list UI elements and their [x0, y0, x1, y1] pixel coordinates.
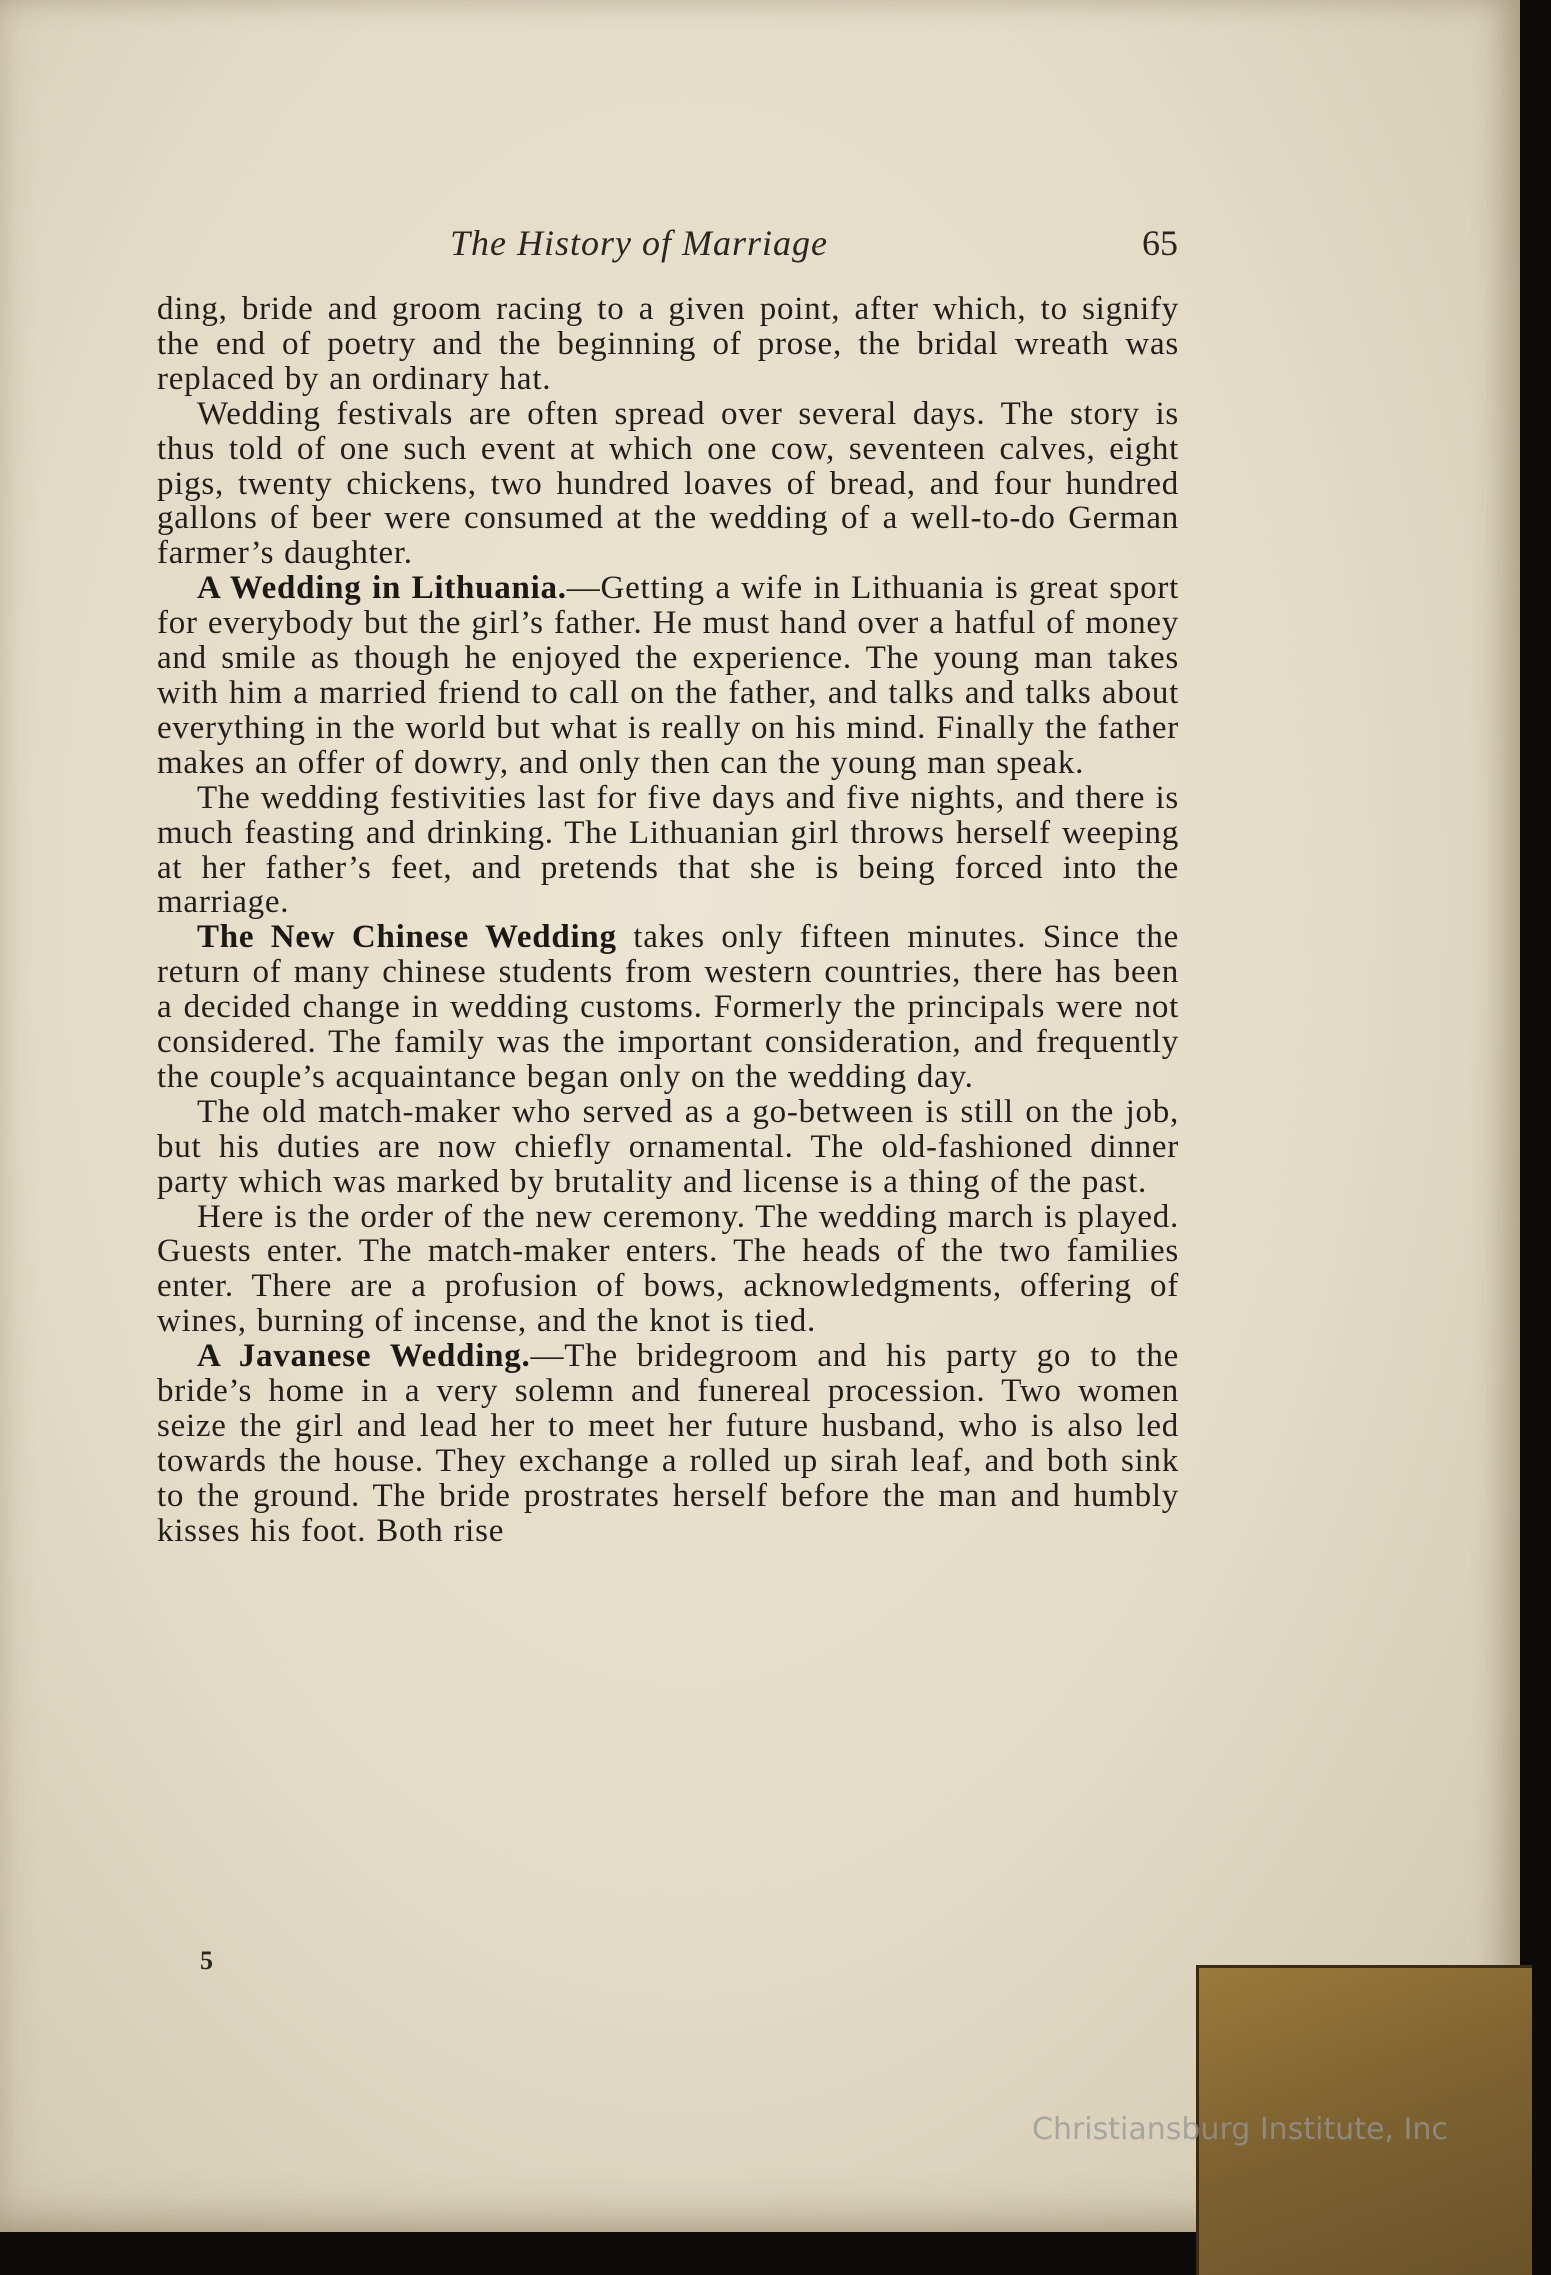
body-text — [157, 292, 1179, 1549]
signature-mark: 5 — [200, 1946, 213, 1975]
paragraph-text: The wedding festivities last for five days and five nights, and there is much feasting and drinking. The Lithuanian girl throws herself weeping at her father’s feet, and pretends that she is being forced into the marriage. — [157, 779, 1179, 921]
paragraph-text: Wedding festivals are often spread over several days. The story is thus told of one such event at which one cow, seventeen calves, eight pigs, twenty chickens, two hundred loaves of bread, and four hundred gallons of beer were consumed at the wedding of a well-to-do German farmer’s daughter. — [157, 395, 1179, 572]
paragraph-text: —The bridegroom and his party go to the bride’s home in a very solemn and funereal procession. Two women seize the girl and lead her to meet her future husband, who is also led towards the house. They exchange a rolled up sirah leaf, and both sink to the ground. The bride prostrates herself before the man and humbly kisses his foot. Both rise — [157, 1338, 1179, 1549]
paragraph-match-maker — [157, 1095, 1179, 1200]
section-heading: A Wedding in Lithuania. — [197, 570, 567, 607]
paragraph-text: Here is the order of the new ceremony. The wedding march is played. Guests enter. The match-maker enters. The heads of the two families enter. There are a profusion of bows, acknowledgments, offering of wines, burning of incense, and the knot is tied. — [157, 1198, 1179, 1340]
paragraph-text: —Getting a wife in Lithuania is great sport for everybody but the girl’s father. He must hand over a hatful of money and smile as though he enjoyed the experience. The young man takes with him a married friend to call on the father, and talks and talks about everything in the world but what is really on his mind. Finally the father makes an offer of dowry, and only then can the young man speak. — [157, 570, 1180, 781]
paragraph-continuation — [157, 292, 1179, 397]
running-title: The History of Marriage — [450, 223, 828, 263]
paragraph-chinese-wedding — [157, 920, 1179, 1095]
section-heading: A Javanese Wedding. — [197, 1338, 531, 1375]
page-number: 65 — [1142, 223, 1178, 263]
paragraph-lithuania-festivities — [157, 781, 1179, 921]
paragraph-wedding-festivals — [157, 397, 1179, 572]
paragraph-new-ceremony — [157, 1200, 1179, 1340]
paragraph-text: takes only fifteen minutes. Since the return of many chinese students from western countries, there has been a decided change in wedding customs. Formerly the principals were not considered. The family was the important consideration, and frequently the couple’s acquaintance began only on the wedding day. — [157, 919, 1179, 1095]
paragraph-text: ding, bride and groom racing to a given point, after which, to signify the end of poetry and the beginning of prose, the bridal wreath was replaced by an ordinary hat. — [157, 291, 1179, 397]
watermark: Christiansburg Institute, Inc — [1032, 2112, 1448, 2147]
paragraph-text: The old match-maker who served as a go-between is still on the job, but his duties are now chiefly ornamental. The old-fashioned dinner party which was marked by brutality and license is a thing of the past. — [157, 1093, 1179, 1200]
page-header — [160, 220, 1178, 274]
paragraph-lithuania — [157, 571, 1179, 780]
section-heading: The New Chinese Wedding — [197, 919, 617, 956]
paragraph-javanese-wedding — [157, 1339, 1179, 1548]
